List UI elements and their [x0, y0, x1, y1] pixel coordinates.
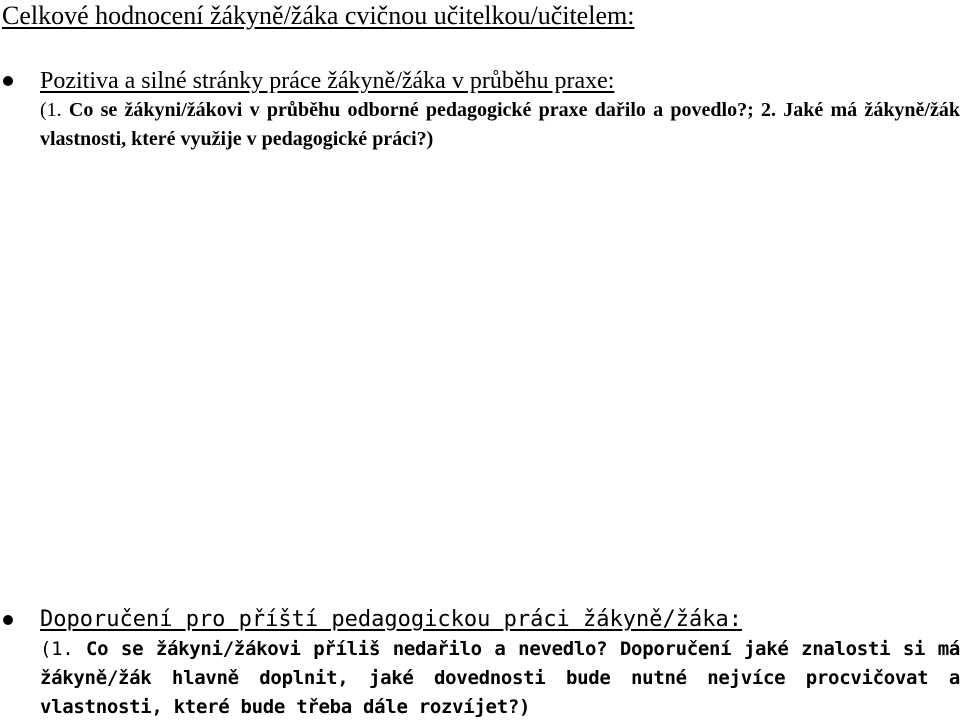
- section-positives: [0, 66, 960, 154]
- instructions-text: Co se žákyni/žákovi v průběhu odborné pedagogické praxe dařilo a povedlo?; 2. Jaké má žákyně/žák vlastnosti, které využije v pedagogické práci?): [40, 99, 960, 150]
- section-heading-row: [0, 66, 960, 96]
- page-title: Celkové hodnocení žákyně/žáka cvičnou učitelkou/učitelem:: [2, 1, 635, 30]
- section-instructions: [40, 96, 960, 154]
- section-heading: Pozitiva a silné stránky práce žákyně/žáka v průběhu praxe:: [40, 68, 615, 94]
- section-instructions: [40, 635, 960, 722]
- bullet-icon: [3, 76, 13, 86]
- section-heading: Doporučení pro příští pedagogickou práci žákyně/žáka:: [40, 607, 742, 632]
- instructions-lead: (1.: [40, 638, 74, 660]
- instructions-text: Co se žákyni/žákovi příliš nedařilo a nevedlo? Doporučení jaké znalosti si má žákyně/žák hlavně doplnit, jaké dovednosti bude nutné nejvíce procvičovat a vlastnosti, které bude třeba dále rozvíjet?): [40, 638, 960, 718]
- section-heading-row: [0, 605, 960, 635]
- section-recommendations: [0, 605, 960, 722]
- bullet-icon: [3, 615, 13, 625]
- instructions-lead: (1.: [40, 99, 62, 121]
